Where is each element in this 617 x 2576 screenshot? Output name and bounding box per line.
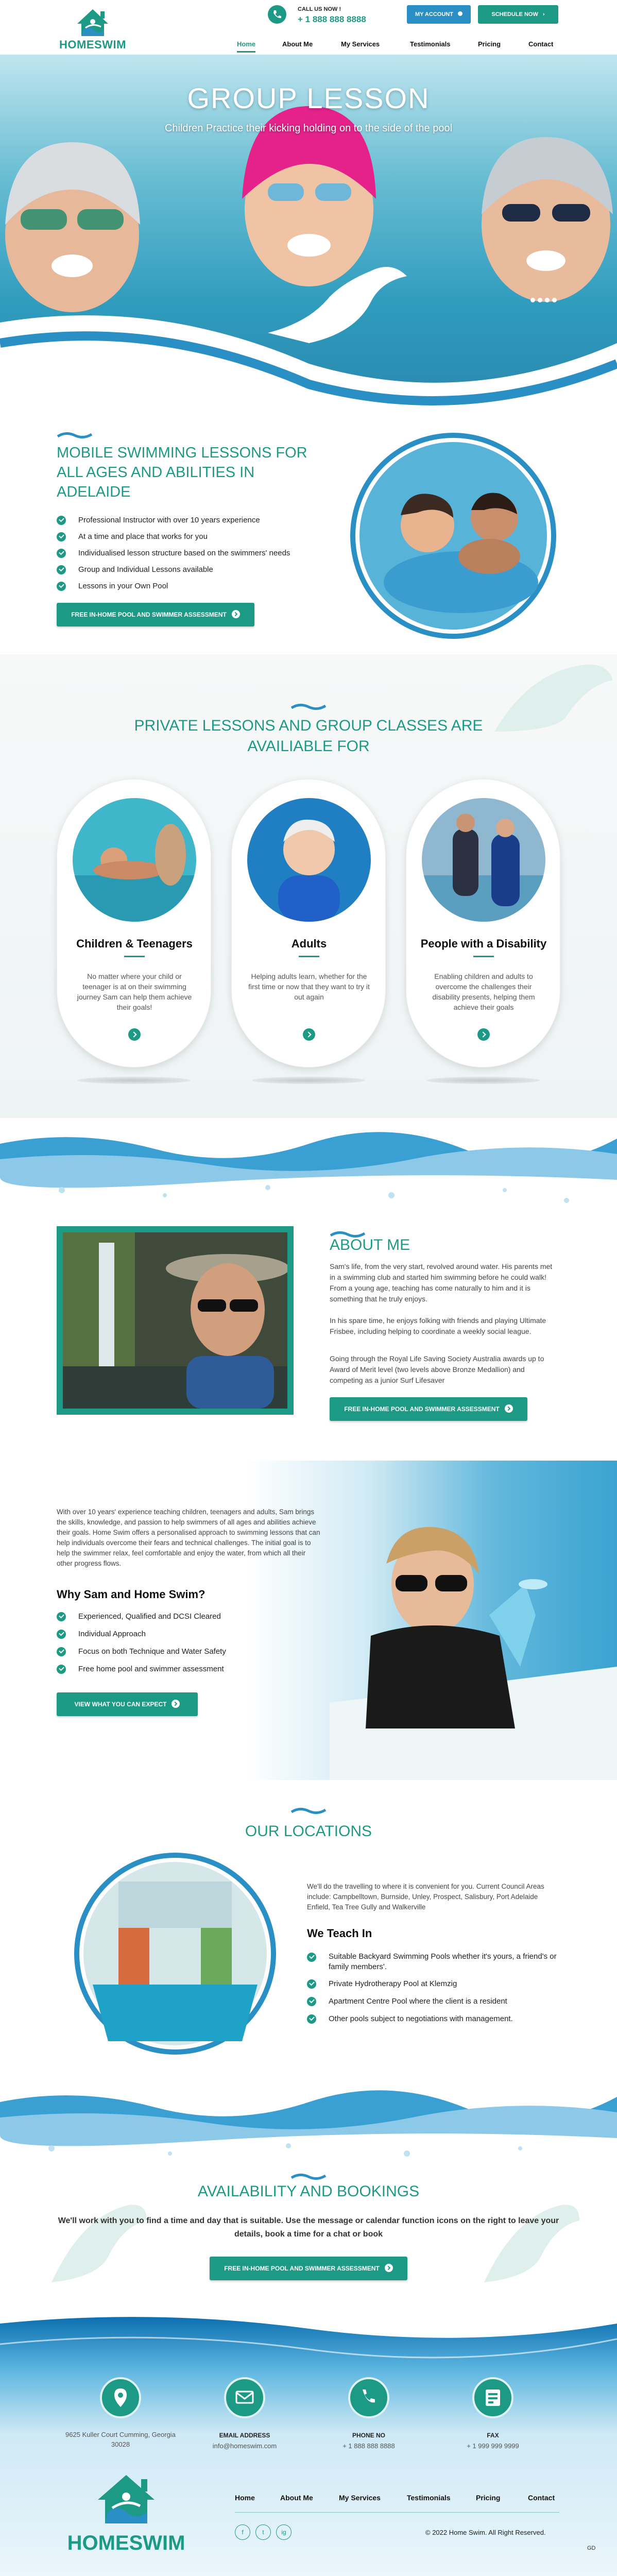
woman-with-drink-photo: [330, 1461, 617, 1780]
arrow-right-icon: [385, 2264, 393, 2272]
free-assessment-button[interactable]: [57, 603, 254, 626]
footer-fax: + 1 999 999 9999: [467, 2442, 519, 2450]
check-icon: [57, 532, 66, 541]
list-item: [57, 513, 335, 529]
arrow-right-icon[interactable]: [128, 1028, 141, 1041]
my-account-button[interactable]: [407, 5, 471, 24]
wave-mark-icon: [290, 702, 327, 711]
check-icon: [57, 1612, 66, 1621]
availability-text: We'll work with you to find a time and day that is suitable. Use the message or calendar function icons on the right to leave your details, book a time for a chat or book: [58, 2216, 559, 2239]
why-list: [57, 1609, 324, 1679]
button-label: FREE IN-HOME POOL AND SWIMMER ASSESSMENT: [344, 1405, 500, 1413]
locations-list: [307, 1950, 564, 2029]
hero-title: GROUP LESSON: [187, 82, 430, 114]
indoor-pool-photo: [72, 1851, 278, 2057]
card-image: [422, 798, 545, 922]
arrow-right-icon[interactable]: [303, 1028, 315, 1041]
check-icon: [57, 1647, 66, 1656]
about-paragraph: Sam's life, from the very start, revolved around water. His parents met in a swimming club and started him swimming before he could walk! From a young age, teaching has come naturally to him and it is something that he truly enjoys.: [330, 1262, 553, 1303]
arrow-right-icon: [232, 610, 240, 618]
list-item: [307, 1994, 564, 2011]
arrow-right-icon[interactable]: [477, 1028, 490, 1041]
list-item-text: Suitable Backyard Swimming Pools whether it's yours, a friend's or family members'.: [329, 1952, 557, 1971]
schedule-now-button[interactable]: [478, 5, 558, 24]
footer-nav-about-me[interactable]: About Me: [280, 2494, 313, 2502]
location-pin-icon: [100, 2377, 141, 2418]
list-item-text: Free home pool and swimmer assessment: [78, 1665, 224, 1673]
footer-phone[interactable]: + 1 888 888 8888: [342, 2442, 395, 2450]
footer-address: 9625 Kuller Court Cumming, Georgia 30028: [65, 2431, 176, 2448]
house-swimmer-logo-icon: [57, 2468, 196, 2530]
header-phone[interactable]: + 1 888 888 8888: [298, 14, 366, 24]
water-splash-divider: [0, 1118, 617, 1216]
list-item: [57, 579, 335, 595]
house-swimmer-logo-icon: [52, 4, 134, 40]
arrow-right-icon: ›: [542, 11, 545, 18]
wave-mark-icon: [290, 1806, 327, 1815]
nav-home[interactable]: Home: [237, 36, 255, 53]
list-item-text: Professional Instructor with over 10 years experience: [78, 516, 260, 524]
button-label: VIEW WHAT YOU CAN EXPECT: [74, 1701, 167, 1708]
hero-subtitle: Children Practice their kicking holding on to the side of the pool: [164, 123, 453, 134]
check-icon: [307, 1979, 316, 1989]
check-icon: [57, 582, 66, 591]
card-disability[interactable]: [406, 779, 560, 1067]
list-item-text: Group and Individual Lessons available: [78, 565, 213, 574]
list-item-text: At a time and place that works for you: [78, 532, 208, 541]
list-item: [57, 562, 335, 579]
about-photo: [63, 1232, 287, 1409]
check-icon: [307, 1997, 316, 2006]
why-intro: With over 10 years' experience teaching children, teenagers and adults, Sam brings the skills, knowledge, and passion to help swimmers of all ages and abilities achieve their goals. Home Swim offers a personalised approach to swimming lessons that can help individuals overcome their fears and technical challenges. The initial goal is to help the swimmer relax, feel comfortable and enjoy the water, from which all their other progress flows.: [57, 1508, 320, 1567]
about-paragraph: Going through the Royal Life Saving Society Australia awards up to Award of Merit level (two levels above Bronze Medallion) and competing as a junior Surf Lifesaver: [330, 1354, 544, 1384]
card-text: No matter where your child or teenager is at on their swimming journey Sam can help them achieve their goals!: [77, 972, 192, 1011]
why-title: Why Sam and Home Swim?: [57, 1588, 205, 1601]
wave-mark-icon: [290, 2172, 327, 2181]
my-account-label: MY ACCOUNT: [415, 11, 453, 18]
footer-email[interactable]: info@homeswim.com: [212, 2442, 277, 2450]
list-item: [307, 2011, 564, 2029]
logo-text: HOMESWIM: [59, 38, 126, 51]
divider: [124, 956, 145, 957]
check-icon: [307, 2014, 316, 2024]
view-expect-button[interactable]: [57, 1692, 198, 1716]
card-image: [73, 798, 196, 922]
mail-icon: [224, 2377, 265, 2418]
about-paragraph: In his spare time, he enjoys folking with friends and playing Ultimate Frisbee, including helping to coordinate a weekly social league.: [330, 1316, 546, 1335]
free-assessment-button[interactable]: [210, 2257, 407, 2280]
locations-intro: We'll do the travelling to where it is convenient for you. Current Council Areas include: Campbelltown, Burnside, Unley, Prospect, Salisbury, Port Adelaide Enfield, Tea Tree Gully and Walkerville: [307, 1883, 544, 1911]
card-text: Enabling children and adults to overcome the challenges their disability presents, helping them achieve their goals: [432, 972, 535, 1011]
private-title-line1: PRIVATE LESSONS AND GROUP CLASSES ARE: [134, 717, 483, 734]
free-assessment-button[interactable]: [330, 1397, 527, 1421]
footer-email-title: EMAIL ADDRESS: [219, 2432, 270, 2439]
footer-logo-text: HOMESWIM: [67, 2532, 185, 2554]
footer-nav-contact[interactable]: Contact: [528, 2494, 555, 2502]
footer-nav-home[interactable]: Home: [235, 2494, 255, 2502]
card-adults[interactable]: [231, 779, 386, 1067]
facebook-icon[interactable]: f: [235, 2524, 250, 2540]
list-item-text: Individualised lesson structure based on the swimmers' needs: [78, 549, 290, 557]
footer-phone-title: PHONE NO: [352, 2432, 385, 2439]
list-item-text: Private Hydrotherapy Pool at Klemzig: [329, 1979, 457, 1988]
nav-about-me[interactable]: About Me: [282, 40, 313, 48]
slider-dots[interactable]: [530, 296, 559, 305]
footer-nav-my-services[interactable]: My Services: [339, 2494, 381, 2502]
schedule-now-label: SCHEDULE NOW: [491, 11, 538, 18]
arrow-right-icon: [172, 1700, 180, 1708]
check-icon: [57, 516, 66, 525]
list-item: [57, 1662, 324, 1679]
nav-testimonials[interactable]: Testimonials: [410, 40, 451, 48]
check-icon: [57, 1630, 66, 1639]
list-item: [307, 1976, 564, 1994]
copyright: © 2022 Home Swim. All Right Reserved.: [425, 2529, 546, 2536]
call-label: CALL US NOW !: [298, 6, 341, 12]
card-title: Adults: [291, 937, 327, 950]
slider-dot[interactable]: [538, 298, 542, 302]
fax-icon: [472, 2377, 513, 2418]
footer-nav-pricing[interactable]: Pricing: [476, 2494, 501, 2502]
list-item-text: Focus on both Technique and Water Safety: [78, 1647, 226, 1656]
divider: [299, 956, 319, 957]
card-shadow: [426, 1077, 540, 1084]
list-item: [57, 1626, 324, 1644]
list-item: [307, 1950, 564, 1976]
list-item: [57, 1609, 324, 1626]
card-shadow: [77, 1077, 191, 1084]
list-item: [57, 529, 335, 546]
private-title-line2: AVAILIABLE FOR: [247, 738, 370, 755]
hero-slider: [0, 55, 617, 415]
user-icon: [458, 11, 462, 16]
divider: [473, 956, 494, 957]
logo[interactable]: [52, 4, 134, 52]
slider-dot[interactable]: [552, 298, 557, 302]
nav-my-services[interactable]: My Services: [341, 40, 380, 48]
arrow-right-icon: [505, 1404, 513, 1413]
button-label: FREE IN-HOME POOL AND SWIMMER ASSESSMENT: [71, 611, 227, 618]
check-icon: [307, 1953, 316, 1962]
card-image: [247, 798, 371, 922]
site-header: [0, 0, 617, 55]
water-splash-divider: [0, 2081, 617, 2169]
phone-icon: [348, 2377, 389, 2418]
slider-dot[interactable]: [545, 298, 550, 302]
mobile-features-list: [57, 513, 335, 595]
slider-dot[interactable]: [530, 298, 535, 302]
list-item: [57, 546, 335, 562]
mobile-lessons-title: MOBILE SWIMMING LESSONS FOR ALL AGES AND ABILITIES IN ADELAIDE: [57, 445, 307, 500]
list-item-text: Individual Approach: [78, 1630, 146, 1638]
footer-nav-testimonials[interactable]: Testimonials: [407, 2494, 451, 2502]
list-item-text: Other pools subject to negotiations with management.: [329, 2014, 513, 2023]
card-title: Children & Teenagers: [76, 937, 193, 950]
footer-fax-title: FAX: [487, 2432, 499, 2439]
card-text: Helping adults learn, whether for the first time or now that they want to try it out again: [248, 972, 370, 1001]
wave-mark-icon: [57, 430, 93, 439]
check-icon: [57, 1665, 66, 1674]
card-children[interactable]: [57, 779, 211, 1067]
list-item: [57, 1644, 324, 1662]
phone-icon: [268, 5, 286, 24]
list-item-text: Apartment Centre Pool where the client is a resident: [329, 1997, 507, 2006]
list-item-text: Lessons in your Own Pool: [78, 582, 168, 590]
footer-divider: [235, 2512, 559, 2513]
card-title: People with a Disability: [420, 937, 547, 950]
about-title: ABOUT ME: [330, 1236, 410, 1253]
card-shadow: [252, 1077, 365, 1084]
footer-logo[interactable]: [57, 2468, 196, 2561]
call-us[interactable]: [268, 4, 381, 27]
instagram-icon[interactable]: ig: [276, 2524, 292, 2540]
nav-contact[interactable]: Contact: [528, 40, 554, 48]
locations-title: OUR LOCATIONS: [245, 1823, 372, 1840]
we-teach-title: We Teach In: [307, 1927, 372, 1940]
mobile-lesson-photo: [345, 428, 561, 644]
nav-pricing[interactable]: Pricing: [478, 40, 501, 48]
check-icon: [57, 565, 66, 574]
check-icon: [57, 549, 66, 558]
button-label: FREE IN-HOME POOL AND SWIMMER ASSESSMENT: [224, 2265, 380, 2272]
list-item-text: Experienced, Qualified and DCSI Cleared: [78, 1612, 221, 1621]
availability-title: AVAILABILITY AND BOOKINGS: [197, 2183, 420, 2200]
badge: GD: [587, 2545, 596, 2551]
twitter-icon[interactable]: t: [255, 2524, 271, 2540]
main-nav: [227, 36, 567, 53]
